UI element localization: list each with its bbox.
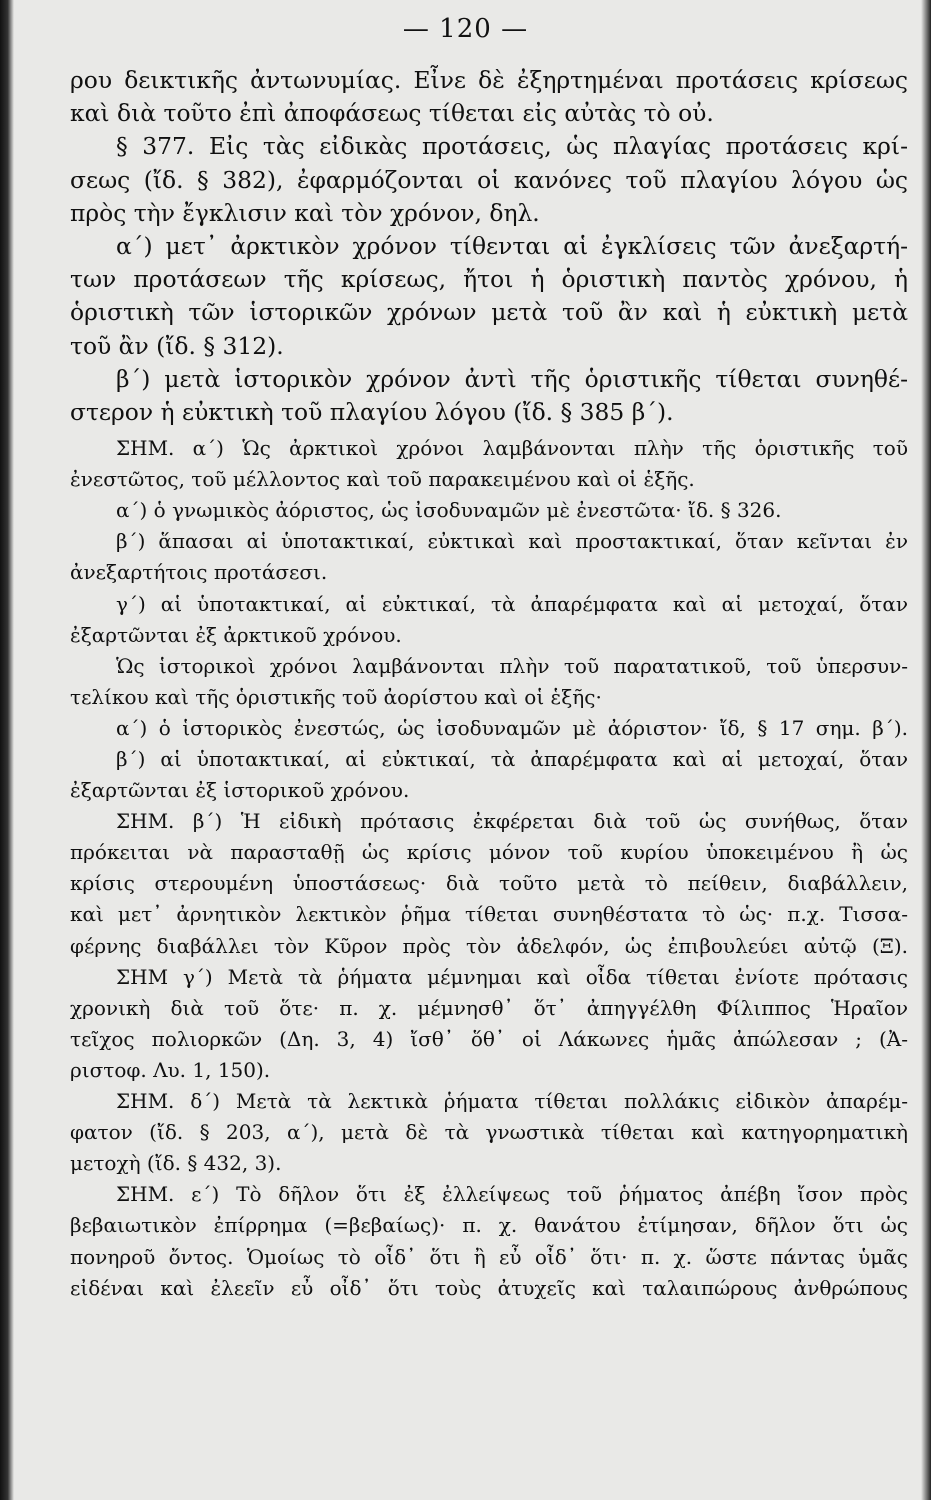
text-line: χρονικὴ διὰ τοῦ ὅτε· π. χ. μέμνησθ᾽ ὅτ᾽ ἀπηγγέλθη Φίλιππος Ἡραῖον: [70, 995, 908, 1020]
text-line: πρόκειται νὰ παρασταθῇ ὡς κρίσις μόνον τοῦ κυρίου ὑποκειμένου ἢ ὡς: [70, 840, 908, 865]
text-line: ριστοφ. Λυ. 1, 150).: [70, 1057, 271, 1082]
note-b-line: ΣΗΜ. β΄) Ἡ εἰδικὴ πρότασις ἐκφέρεται διὰ τοῦ ὡς συνήθως, ὅταν: [116, 809, 908, 834]
text-line: ἐνεστῶτος, τοῦ μέλλοντος καὶ τοῦ παρακειμένου καὶ οἱ ἑξῆς.: [70, 467, 695, 492]
text-line: φέρνης διαβάλλει τὸν Κῦρον πρὸς τὸν ἀδελφόν, ὡς ἐπιβουλεύει αὐτῷ (Ξ).: [70, 933, 908, 958]
note-e-line: ΣΗΜ. ε΄) Τὸ δῆλον ὅτι ἐξ ἐλλείψεως τοῦ ῥήματος ἀπέβη ἴσον πρὸς: [116, 1182, 908, 1207]
page-text: [70, 64, 908, 1304]
text-line: β΄) αἱ ὑποτακτικαί, αἱ εὐκτικαί, τὰ ἀπαρέμφατα καὶ αἱ μετοχαί, ὅταν: [116, 747, 908, 771]
text-line: εἰδέναι καὶ ἐλεεῖν εὖ οἶδ᾽ ὅτι τοὺς ἀτυχεῖς καὶ ταλαιπώρους ἀνθρώπους: [70, 1275, 908, 1300]
text-line: καὶ διὰ τοῦτο ἐπὶ ἀποφάσεως τίθεται εἰς αὐτὰς τὸ οὐ.: [70, 99, 714, 128]
page-edge-right: [921, 0, 931, 1500]
note-c-line: ΣΗΜ γ΄) Μετὰ τὰ ῥήματα μέμνημαι καὶ οἶδα τίθεται ἐνίοτε πρότασις: [116, 964, 908, 989]
text-line: ἀνεξαρτήτοις προτάσεσι.: [70, 560, 328, 585]
text-line: β΄) ἅπασαι αἱ ὑποτακτικαί, εὐκτικαὶ καὶ προστακτικαί, ὅταν κεῖνται ἐν: [116, 529, 908, 554]
note-d-line: ΣΗΜ. δ΄) Μετὰ τὰ λεκτικὰ ῥήματα τίθεται πολλάκις εἰδικὸν ἀπαρέμ-: [116, 1089, 908, 1114]
section-377-line: § 377. Εἰς τὰς εἰδικὰς προτάσεις, ὡς πλαγίας προτάσεις κρί-: [116, 132, 908, 161]
text-line: α΄) ὁ γνωμικὸς ἀόριστος, ὡς ἰσοδυναμῶν μὲ ἐνεστῶτα· ἴδ. § 326.: [116, 498, 782, 523]
text-line: σεως (ἴδ. § 382), ἐφαρμόζονται οἱ κανόνες τοῦ πλαγίου λόγου ὡς: [70, 165, 908, 194]
text-line: μετοχὴ (ἴδ. § 432, 3).: [70, 1151, 282, 1176]
text-line: φατον (ἴδ. § 203, α΄), μετὰ δὲ τὰ γνωστικὰ τίθεται καὶ κατηγορηματικὴ: [70, 1120, 908, 1145]
text-line: τελίκου καὶ τῆς ὁριστικῆς τοῦ ἀορίστου καὶ οἱ ἑξῆς·: [70, 684, 602, 709]
text-line: στερον ἡ εὐκτικὴ τοῦ πλαγίου λόγου (ἴδ. § 385 β΄).: [70, 397, 674, 426]
text-line: κρίσις στερουμένη ὑποστάσεως· διὰ τοῦτο μετὰ τὸ πείθειν, διαβάλλειν,: [70, 871, 908, 896]
text-line: ἐξαρτῶνται ἐξ ἱστορικοῦ χρόνου.: [70, 778, 410, 803]
text-line: α΄) ὁ ἱστορικὸς ἐνεστώς, ὡς ἰσοδυναμῶν μὲ ἀόριστον· ἴδ, § 17 σημ. β΄).: [116, 715, 908, 740]
page-number: — 120 —: [402, 14, 529, 44]
text-line: ὁριστικὴ τῶν ἱστορικῶν χρόνων μετὰ τοῦ ἂν καὶ ἡ εὐκτικὴ μετὰ: [70, 298, 908, 327]
text-line: τεῖχος πολιορκῶν (Δη. 3, 4) ἴσθ᾽ ὅθ᾽ οἱ Λάκωνες ἡμᾶς ἀπώλεσαν ; (Ἀ-: [70, 1026, 908, 1051]
text-line: Ὡς ἱστορικοὶ χρόνοι λαμβάνονται πλὴν τοῦ παρατατικοῦ, τοῦ ὑπερσυν-: [116, 653, 908, 678]
text-line: καὶ μετ᾽ ἀρνητικὸν λεκτικὸν ῥῆμα τίθεται συνηθέστατα τὸ ὡς· π.χ. Τισσα-: [70, 902, 908, 927]
text-line: πρὸς τὴν ἔγκλισιν καὶ τὸν χρόνον, δηλ.: [70, 198, 540, 227]
rule-a-line: α΄) μετ᾽ ἀρκτικὸν χρόνον τίθενται αἱ ἐγκλίσεις τῶν ἀνεξαρτή-: [116, 231, 908, 260]
main-paragraph-block: [70, 64, 908, 429]
note-a-line: ΣΗΜ. α΄) Ὡς ἀρκτικοὶ χρόνοι λαμβάνονται πλὴν τῆς ὁριστικῆς τοῦ: [116, 436, 908, 461]
text-line: τοῦ ἂν (ἴδ. § 312).: [70, 331, 284, 360]
text-line: ἐξαρτῶνται ἐξ ἀρκτικοῦ χρόνου.: [70, 622, 402, 647]
text-line: γ΄) αἱ ὑποτακτικαί, αἱ εὐκτικαί, τὰ ἀπαρέμφατα καὶ αἱ μετοχαί, ὅταν: [116, 591, 908, 616]
rule-b-line: β΄) μετὰ ἱστορικὸν χρόνον ἀντὶ τῆς ὁριστικῆς τίθεται συνηθέ-: [116, 364, 908, 393]
text-line: των προτάσεων τῆς κρίσεως, ἤτοι ἡ ὁριστικὴ παντὸς χρόνου, ἡ: [70, 265, 908, 294]
text-line: βεβαιωτικὸν ἐπίρρημα (=βεβαίως)· π. χ. θανάτου ἐτίμησαν, δῆλον ὅτι ὡς: [70, 1213, 908, 1238]
text-line: ρου δεικτικῆς ἀντωνυμίας. Εἶνε δὲ ἐξηρτημέναι προτάσεις κρίσεως: [70, 66, 908, 94]
page-edge-left: [0, 0, 14, 1500]
notes-block: [70, 433, 908, 1304]
text-line: πονηροῦ ὄντος. Ὁμοίως τὸ οἶδ᾽ ὅτι ἢ εὖ οἶδ᾽ ὅτι· π. χ. ὥστε πάντας ὑμᾶς: [70, 1244, 908, 1269]
